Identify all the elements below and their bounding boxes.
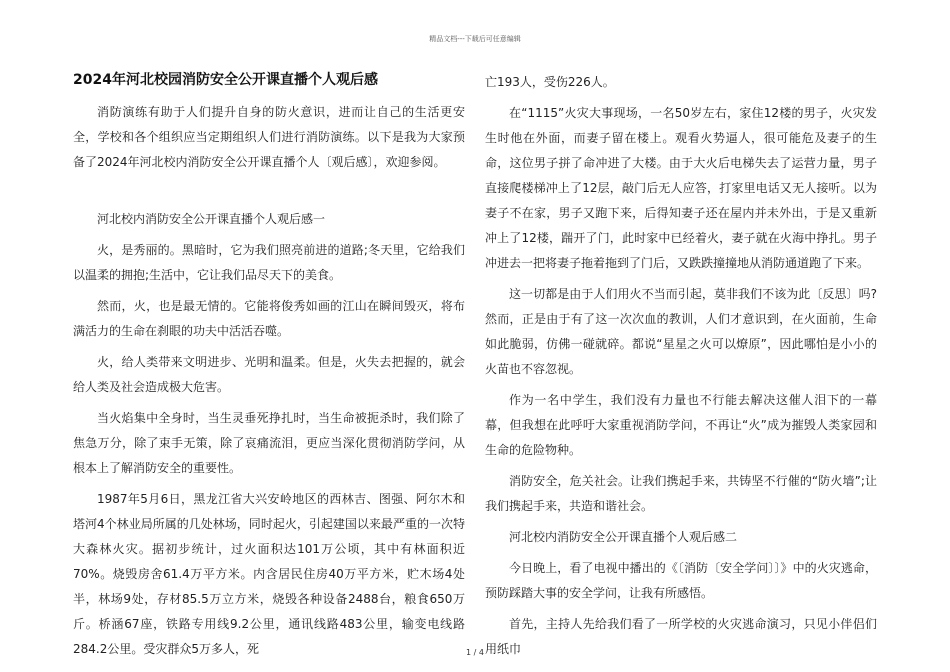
- paragraph: 消防演练有助于人们提升自身的防火意识，进而让自己的生活更安全，学校和各个组织应当定期组织人们进行消防演练。以下是我为大家预备了2024年河北校内消防安全公开课直播个人〔观后感〕，欢迎参阅。: [73, 105, 465, 169]
- paragraph: 然而，火，也是最无情的。它能将俊秀如画的江山在瞬间毁灭，将布满活力的生命在刹眼的功夫中活活吞噬。: [73, 299, 465, 338]
- paragraph: 1987年5月6日，黑龙江省大兴安岭地区的西林吉、图强、阿尔木和塔河4个林业局所属的几处林场，同时起火，引起建国以来最严重的一次特大森林火灾。据初步统计，过火面积达101万公顷，其中有林面积近70%。烧毁房舍61.4万平方米。内含居民住房40万平方米，贮木场4处半，林场9处，存材85.5万立方米，烧毁各种设备2488台，粮食650万斤。桥涵67座，铁路专用线9.2公里，通讯线路483公里，输变电线路284.2公里。受灾群众5万多人，死: [73, 492, 465, 656]
- section-heading: 河北校内消防安全公开课直播个人观后感一: [97, 212, 326, 226]
- paragraph: 作为一名中学生，我们没有力量也不行能去解决这催人泪下的一幕幕，但我想在此呼吁大家重视消防学问，不再让“火”成为摧毁人类家园和生命的危险物种。: [485, 393, 877, 457]
- paragraph: 火，是秀丽的。黑暗时，它为我们照亮前进的道路;冬天里，它给我们以温柔的拥抱;生活中，它让我们品尽天下的美食。: [73, 243, 465, 282]
- page-header: 精品文档---下载后可任意编辑: [429, 35, 521, 43]
- paragraph-continued: 亡193人，受伤226人。: [485, 75, 615, 89]
- right-column: [485, 70, 877, 668]
- paragraph: 今日晚上，看了电视中播出的《〔消防〔安全学问〕〕》中的火灾逃命，预防踩踏大事的安全学问，让我有所感悟。: [485, 561, 877, 600]
- left-column: [73, 70, 465, 668]
- paragraph: 火，给人类带来文明进步、光明和温柔。但是，火失去把握的，就会给人类及社会造成极大危害。: [73, 355, 465, 394]
- paragraph: 消防安全，危关社会。让我们携起手来，共铸坚不行催的“防火墙”;让我们携起手来，共造和谐社会。: [485, 474, 877, 513]
- paragraph: 当火焰集中全身时，当生灵垂死挣扎时，当生命被扼杀时，我们除了焦急万分，除了束手无策，除了哀痛流泪，更应当深化贯彻消防学问，从根本上了解消防安全的重要性。: [73, 411, 465, 475]
- document-title: 2024年河北校园消防安全公开课直播个人观后感: [73, 72, 378, 88]
- paragraph: 首先，主持人先给我们看了一所学校的火灾逃命演习，只见小伴侣们用纸巾: [485, 617, 877, 656]
- paragraph: 这一切都是由于人们用火不当而引起，莫非我们不该为此〔反思〕吗?然而，正是由于有了这一次次血的教训，人们才意识到，在火面前，生命如此脆弱，仿佛一碰就碎。都说“星星之火可以燎原”，因此哪怕是小小的火苗也不容忽视。: [485, 287, 877, 376]
- page-number: 1 / 4: [466, 648, 484, 657]
- section-heading: 河北校内消防安全公开课直播个人观后感二: [509, 530, 738, 544]
- paragraph-gap: [73, 181, 465, 207]
- paragraph: 在“1115”火灾大事现场，一名50岁左右，家住12楼的男子，火灾发生时他在外面，而妻子留在楼上。观看火势逼人，很可能危及妻子的生命，这位男子拼了命冲进了大楼。由于大火后电梯失去了运营力量，男子直接爬楼梯冲上了12层，敲门后无人应答，打家里电话又无人接听。以为妻子不在家，男子又跑下来，后得知妻子还在屋内并未外出，于是又重新冲上了12楼，踹开了门，此时家中已经着火，妻子就在火海中挣扎。男子冲进去一把将妻子拖着拖到了门后，又跌跌撞撞地从消防通道跑了下来。: [485, 106, 877, 270]
